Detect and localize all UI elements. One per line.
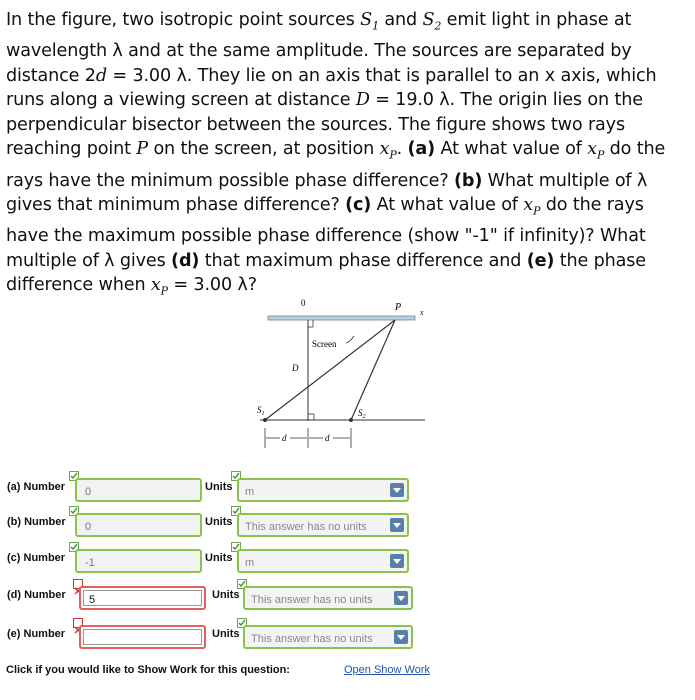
s1-label: $S_1$: [257, 405, 265, 417]
d-label-left: d: [282, 433, 287, 443]
answer-e-label: (e) Number: [7, 628, 66, 640]
x-axis-label: x: [420, 308, 424, 317]
chevron-down-icon[interactable]: [390, 483, 404, 497]
units-c-label: Units: [205, 552, 233, 564]
two-source-figure: [250, 296, 430, 456]
units-e-select[interactable]: This answer has no units: [243, 625, 413, 649]
answer-d-label: (d) Number: [7, 589, 66, 601]
chevron-down-icon[interactable]: [394, 591, 408, 605]
units-d-select[interactable]: This answer has no units: [243, 586, 413, 610]
screen-bar: [268, 316, 415, 320]
source-s2: [349, 418, 353, 422]
answer-a-label: (a) Number: [7, 481, 66, 493]
chevron-down-icon[interactable]: [394, 630, 408, 644]
answer-d-input[interactable]: 5: [79, 586, 206, 610]
units-a-label: Units: [205, 481, 233, 493]
answer-c-label: (c) Number: [7, 552, 66, 564]
units-d-label: Units: [212, 589, 240, 601]
units-c-select[interactable]: m: [237, 549, 409, 573]
origin-label: 0: [301, 298, 306, 308]
open-show-work-link[interactable]: Open Show Work: [344, 664, 431, 676]
answer-e-input[interactable]: [79, 625, 206, 649]
units-b-label: Units: [205, 516, 233, 528]
answer-b-label: (b) Number: [7, 516, 66, 528]
p-label: P: [395, 302, 402, 313]
answer-c-input[interactable]: -1: [75, 549, 202, 573]
s2-label: $S_2$: [358, 408, 366, 420]
ray-s1: [265, 320, 395, 420]
units-e-label: Units: [212, 628, 240, 640]
question-text: In the figure, two isotropic point sources $S_1$ and $S_2$ emit light in phase at wavelength λ and at the same amplitude. The sources are separated by distance 2d = 3.00 λ. They lie on an axis that is parallel to an x axis, which runs along a viewing screen at distance D = 19.0 λ. The origin lies on the perpendicular bisector between the sources. The figure shows two rays reaching point P on the screen, at position $x_P$. (a) At what value of $x_P$ do the rays have the minimum possible phase difference? (b) What multiple of λ gives that minimum phase difference? (c) At what value of $x_P$ do the rays have the maximum possible phase difference (show "-1" if infinity)? What multiple of λ gives (d) that maximum phase difference and (e) the phase difference when $x_P = 3.00$ λ?: [6, 10, 666, 298]
units-a-select[interactable]: m: [237, 478, 409, 502]
ray-s2: [351, 320, 395, 420]
answer-row-b: [0, 511, 695, 541]
source-s1: [263, 418, 267, 422]
answer-row-a: [0, 476, 695, 506]
chevron-down-icon[interactable]: [390, 554, 404, 568]
screen-label: Screen: [312, 339, 337, 349]
distance-D-label: D: [292, 363, 299, 373]
units-b-select[interactable]: This answer has no units: [237, 513, 409, 537]
answer-row-e: [0, 623, 695, 653]
show-work-prompt: Click if you would like to Show Work for this question:: [6, 664, 290, 676]
answer-b-input[interactable]: 0: [75, 513, 202, 537]
answer-row-c: [0, 547, 695, 577]
answer-row-d: [0, 584, 695, 614]
chevron-down-icon[interactable]: [390, 518, 404, 532]
d-label-right: d: [325, 433, 330, 443]
answer-a-input[interactable]: 0: [75, 478, 202, 502]
